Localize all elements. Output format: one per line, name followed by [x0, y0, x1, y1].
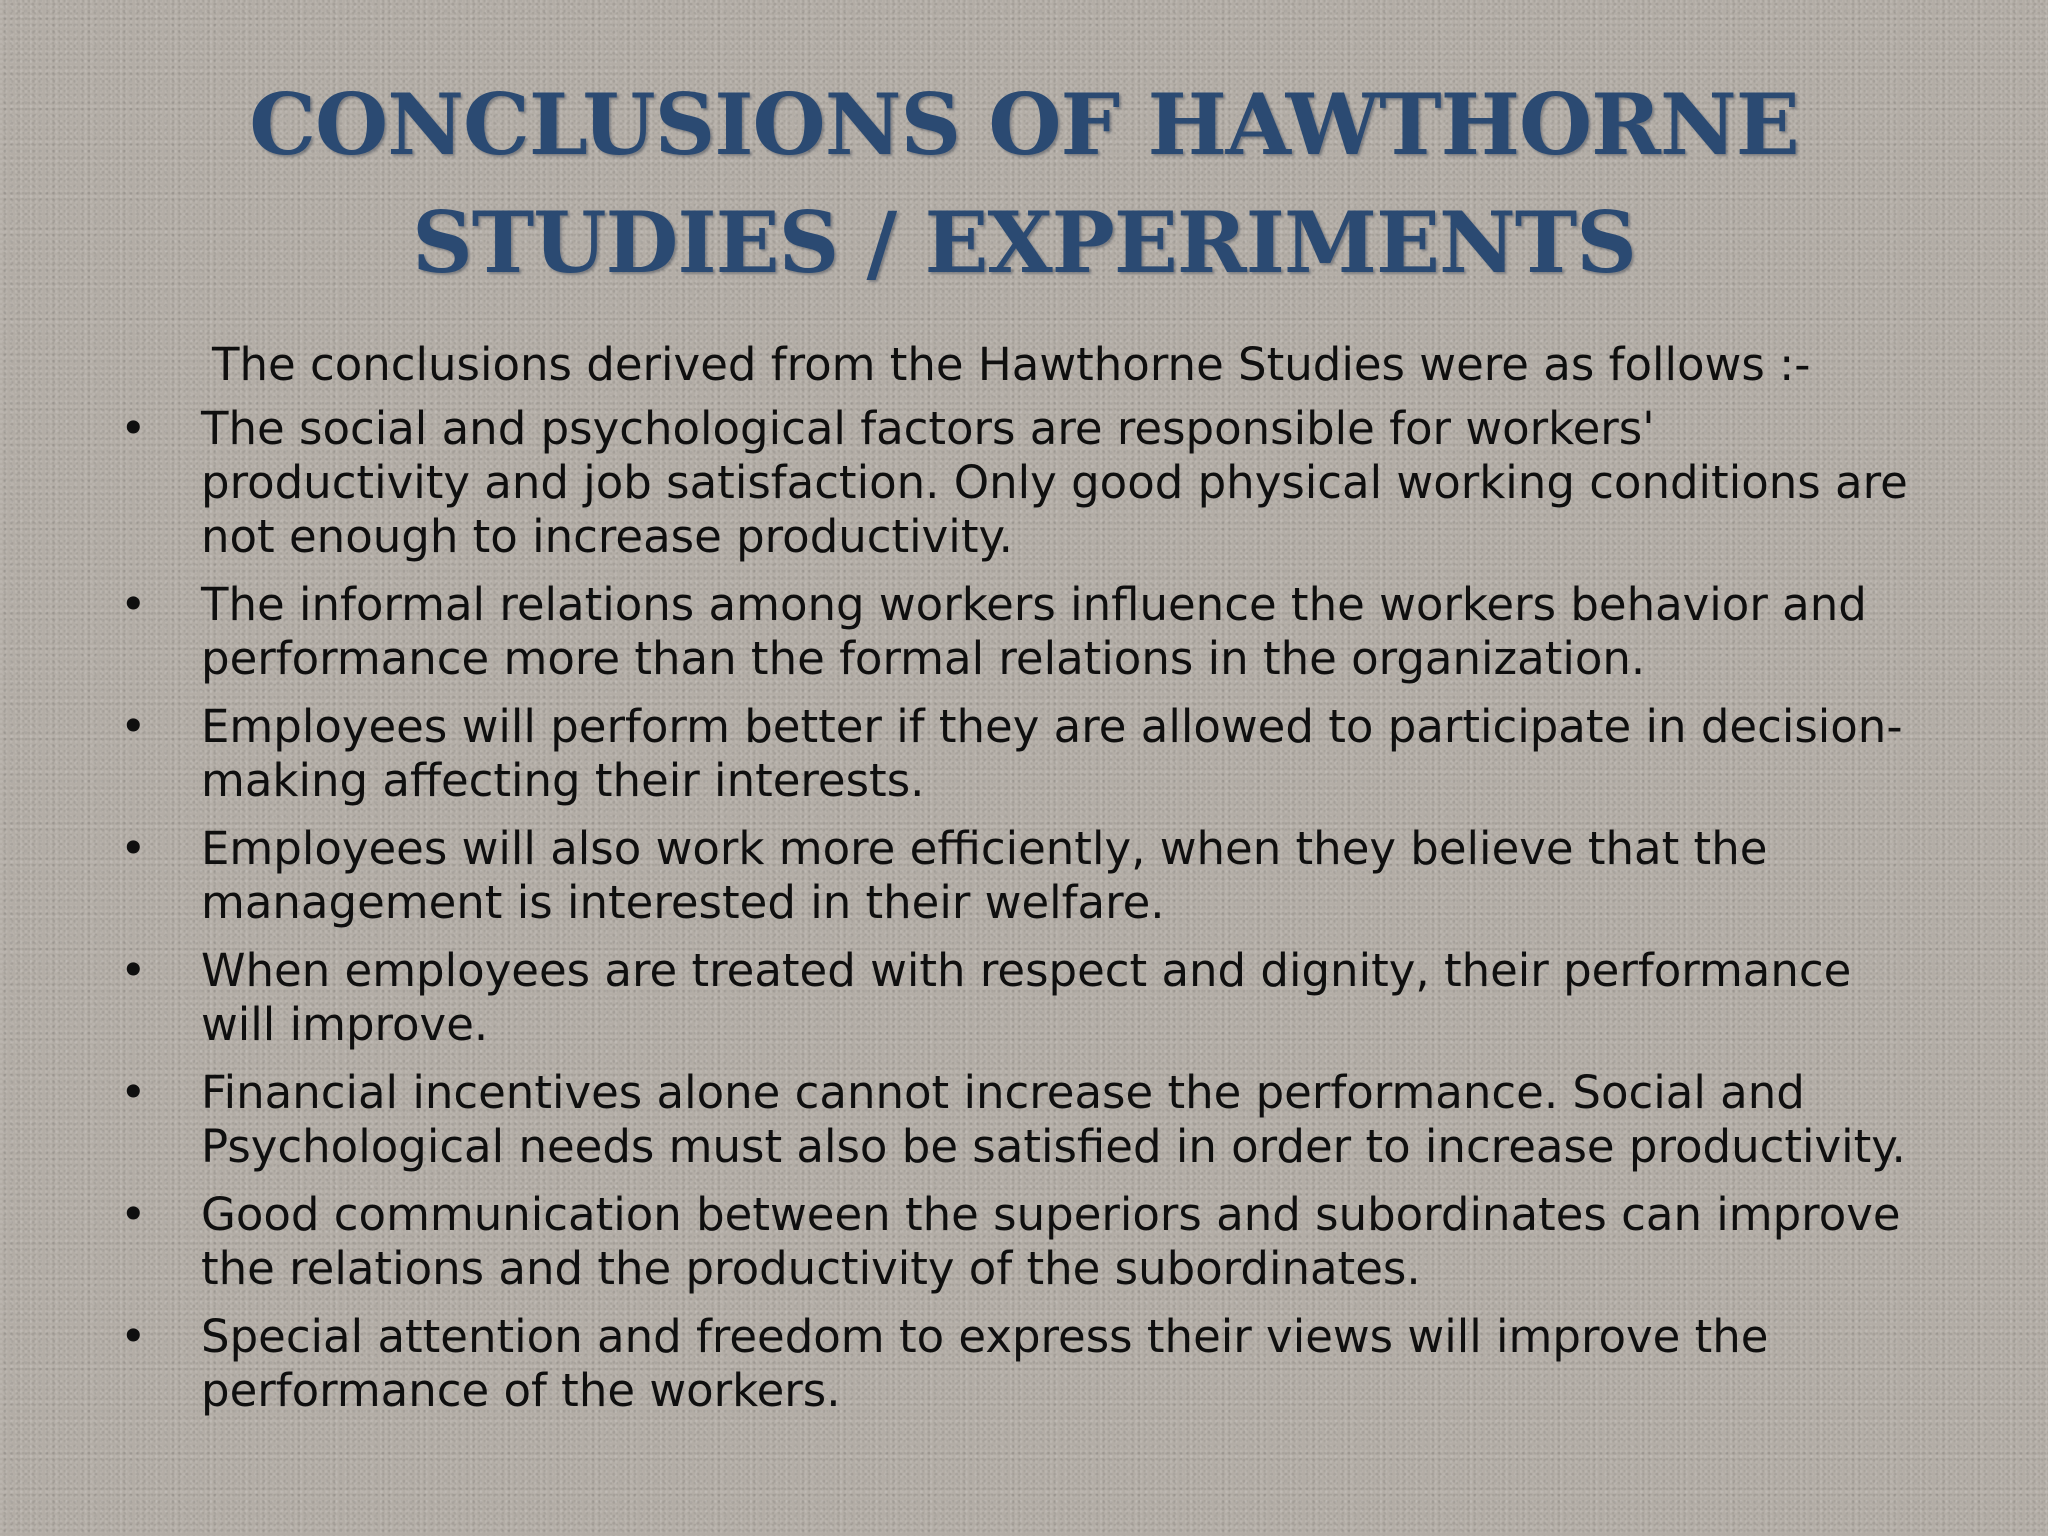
list-item-text: The informal relations among workers influence the workers behavior and performance more than the formal relations in the organization.: [201, 578, 1867, 685]
list-item-text: Good communication between the superiors and subordinates can improve the relations and the productivity of the subordinates.: [201, 1188, 1901, 1295]
slide-title: [0, 66, 2048, 302]
bullet-icon: •: [120, 578, 147, 631]
list-item-text: Special attention and freedom to express their views will improve the performance of the workers.: [201, 1310, 1769, 1417]
list-item: [120, 402, 1920, 564]
intro-text: The conclusions derived from the Hawthorne Studies were as follows :-: [212, 338, 1811, 391]
conclusions-list: [120, 402, 1920, 1418]
list-item-text: Financial incentives alone cannot increase the performance. Social and Psychological needs must also be satisfied in order to increase productivity.: [201, 1066, 1906, 1173]
bullet-icon: •: [120, 822, 147, 875]
list-item-text: The social and psychological factors are responsible for workers' productivity and job satisfaction. Only good physical working conditions are not enough to increase productivity.: [201, 402, 1908, 563]
list-item-text: When employees are treated with respect and dignity, their performance will improve.: [201, 944, 1852, 1051]
list-item: [120, 1310, 1920, 1418]
list-item: [120, 578, 1920, 686]
bullet-icon: •: [120, 944, 147, 997]
list-item: [120, 822, 1920, 930]
slide-title-line-2: STUDIES / EXPERIMENTS: [412, 193, 1636, 293]
bullet-icon: •: [120, 700, 147, 753]
slide-title-line-1: CONCLUSIONS OF HAWTHORNE: [249, 75, 1799, 175]
list-item: [120, 700, 1920, 808]
list-item-text: Employees will also work more efficiently, when they believe that the management is interested in their welfare.: [201, 822, 1768, 929]
bullet-icon: •: [120, 1188, 147, 1241]
list-item: [120, 944, 1920, 1052]
list-item-text: Employees will perform better if they are allowed to participate in decision-making affecting their interests.: [201, 700, 1903, 807]
slide-body: [120, 338, 1920, 1432]
bullet-icon: •: [120, 402, 147, 455]
bullet-icon: •: [120, 1310, 147, 1363]
list-item: [120, 1188, 1920, 1296]
bullet-icon: •: [120, 1066, 147, 1119]
list-item: [120, 1066, 1920, 1174]
